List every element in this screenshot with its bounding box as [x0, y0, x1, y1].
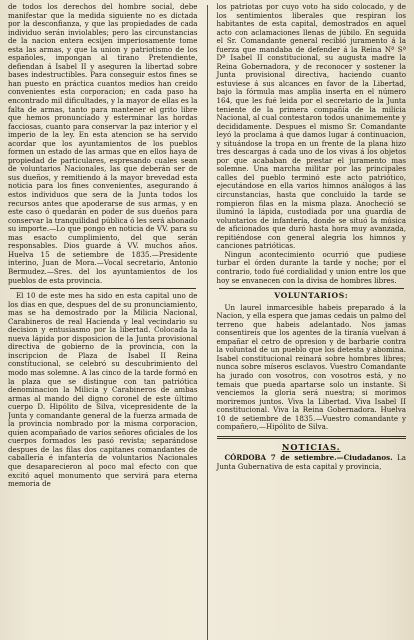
- right-paragraph-1: los patriotas por cuyo voto ha sido colocado, y de los sentimientos liberales que respiran los habitantes de esta capital, demostrados en aquel acto con aclamaciones llenas de júbilo. En seguida el Sr. Comandante general recibió juramento á la fuerza que mandaba de defender á la Reina Nª Sª Dª Isabel II constitucional, su augusta madre la Reina Gobernadora, y de reconocer y sostener la Junta provisional directiva, haciendo cuanto estuviese á sus alcances en favor de la Libertad, bajo la fórmula mas amplia inserta en el número 164, que les fué leida por el secretario de la Junta teniente de la primera compañía de la milicia Nacional, al cual contestaron todos unanimemente y decididamente. Despues el mismo Sr. Comandante leyó la proclama á que damos lugar á continuacion, y situándose la tropa en un frente de la plana hizo tres descargas á cada uno de los vivas á los objetos por que acababan de prestar el juramento mas solemne. Una marcha militar por las principales calles del pueblo terminó este acto patriótico, ejecutándose en ella varios himnos análogos á las circunstancias, hasta que concluido la tarde se rompieron filas en la misma plaza. Anocheció se iluminó la lápida, custodiada por una guardia de voluntarios de infantería, donde se situó la música de aficionados que duró hasta hora muy avanzada, repitiéndose con general alegria los himnos y canciones patrióticas.: [216, 3, 406, 251]
- section-double-divider: [217, 436, 407, 439]
- section-divider: [10, 288, 196, 289]
- noticias-heading: NOTICIAS.: [281, 441, 341, 452]
- news-text: La Junta Gubernativa de esta capital y provincia,: [216, 453, 406, 471]
- two-column-layout: [8, 3, 406, 640]
- left-paragraph-2: El 10 de este mes ha sido en esta capital uno de los dias en que, despues del de su pronunciamiento, mas se ha demostrado por la Milicia Nacional, Carabineros de real Hacienda y leal vecindario su decision y entusiasmo por la libertad. Colocada la nueva lápida por disposicion de la Junta provisional directiva de gobierno de la provincia, con la inscripcion de Plaza de Isabel II Reina constitucional, se celebró su descubrimiento del modo mas solemne. A las cinco de la tarde formó en la plaza que se distingue con tan patriótica denominacion la Milicia y Carabineros de ambas armas al mando del digno coronel de este último cuerpo D. Hipólito de Silva, vicepresidente de la Junta y comandante general de la fuerza armada de la provincia nombrado por la misma corporacion, quien acompañado de varios señores oficiales de los cuerpos formados les pasó revista; separándose despues de las filas dos capitanes comandantes de caballería é infantería de voluntarios Nacionales que desaparecieron al poco mal efecto con que excitó aquel monumento que servirá para eterna memoria de: [8, 291, 198, 489]
- news-dateline: CÓRDOBA 7 de setiembre.—Ciudadanos.: [224, 453, 393, 463]
- right-paragraph-2: Ningun acontecimiento ocurrió que pudiese turbar el órden durante la tarde y noche; por el contrario, todo fué cordialidad y union entre los que hoy se envanecen con la divisa de hombres libres.: [216, 249, 406, 285]
- right-column: [214, 3, 407, 640]
- column-divider: [207, 5, 208, 640]
- left-column: [8, 3, 201, 640]
- proclamation-text: Un laurel inmarcesible habeis preparado á la Nacion, y ella espera que jamas cedais un palmo del terreno que habeis adelantado. Nos jamas consentireis que los agentes de la tiranía vuelvan á empañar el cetro de opresion y de barbarie contra la voluntad de un pueblo que los detesta y abomina. Isabel constitucional reinará sobre hombres libres; nunca sobre míseros esclavos. Vuestro Comandante ha jurado con vosotros, con vosotros está, y no temais que pueda apartarse solo un instante. Si venciemos la gloria será nuestra; si morimos moriremos juntos. Viva la Libertad. Viva Isabel II constitucional. Viva la Reina Gobernadora. Huelva 10 de setiembre de 1835.—Vuestro comandante y compañero,—Hipólito de Silva.: [216, 302, 406, 432]
- left-paragraph-1: de todos los derechos del hombre social, debe manifestar que la medida siguiente no es dictada por la desconfianza, y que las propiedades de cada individuo serán inviolables; pero las circunstancias de la nacion entera ecsijen imperiosamente tome esta las armas, y que la union y patriotismo de los españoles, impongan al tirano Pretendiente, defiendan á Isabel II y aseguren la libertad sobre bases indestructibles. Para conseguir estos fines se han puesto en práctica cuantos medios han creido convenientes esta corporacion; en cada paso ha encontrado mil dificultades, y la mayor de ellas es la falta de armas, tanto para mantener el grito libre que hemos pronunciado y esterminar las hordas facciosas, cuanto para conservar la paz interior y el imperio de la ley. En esta atencion se ha servido acordar que los ayuntamientos de los pueblos formen un estado de las armas que en ellos haya de propiedad de particulares, espresando cuales sean de voluntarios Nacionales, las que deberán ser de sus dueños, y remitiendo á la mayor brevedad esta noticia para los fines convenientes, asegurando á estos individuos que sera de la Junta todos los recursos antes que apoderarse de sus armas, y en este caso ó quedarán en poder de sus dueños para conservar la tranquilidad pública ó les será abonado su importe.—Lo que pongo en noticia de VV. para su mas esacto cumplimiento, del que serán responsables. Dios guarde á VV. muchos años. Huelva 15 de setiembre de 1835.—Presidente interino, Juan de Mora.—Vocal secretario, Antonio Bermudez.—Sres. del los ayuntamientos de los pueblos de esta provincia.: [8, 3, 198, 285]
- voluntarios-heading: VOLUNTARIOS:: [274, 291, 349, 301]
- section-divider: [219, 288, 405, 289]
